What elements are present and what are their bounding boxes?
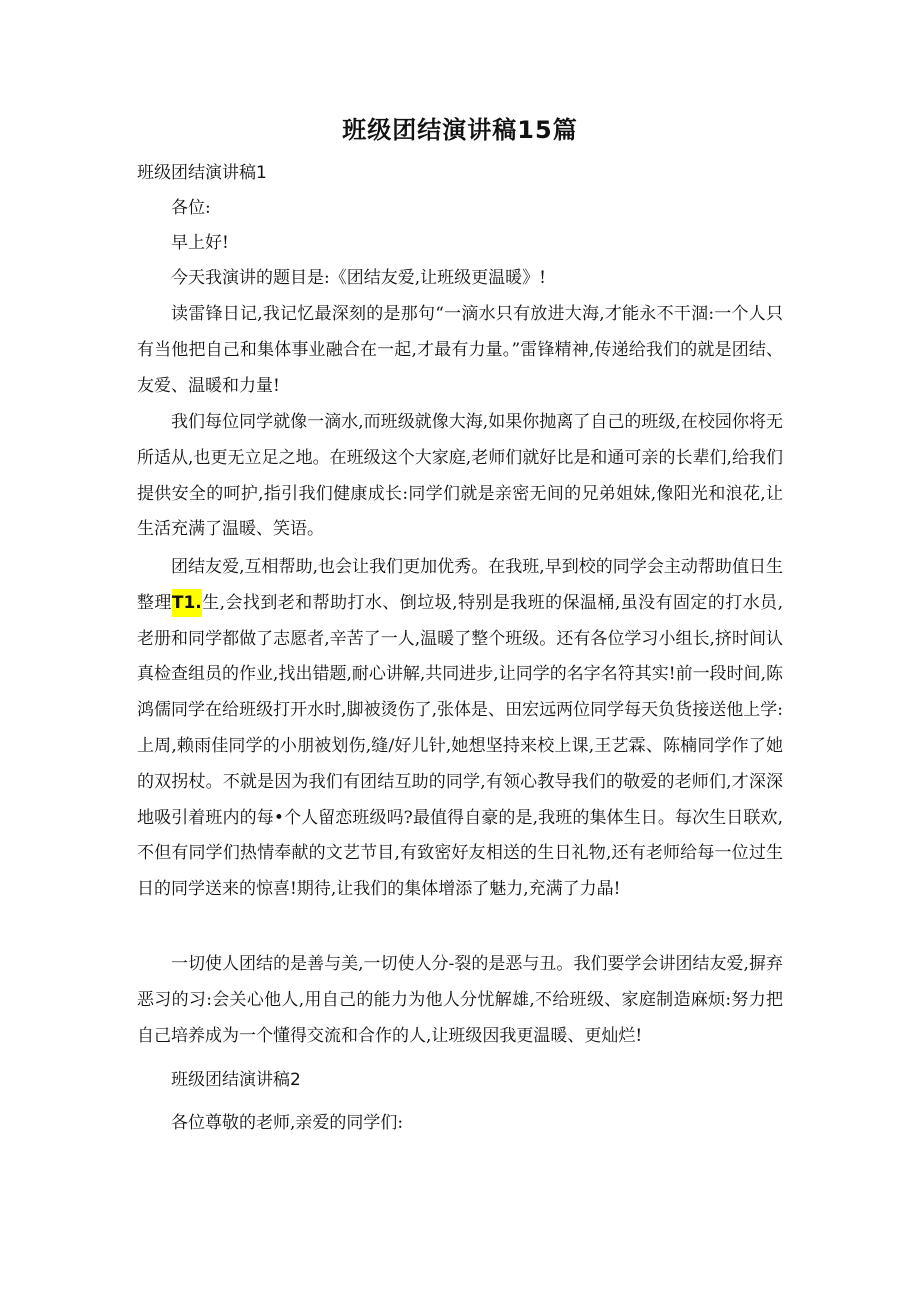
paragraph-3-text-before: 团结友爱,互相帮助,也会让我们更加优秀。在我班,早到校的同学会主动帮助值日生整理 xyxy=(137,557,783,613)
greeting: 早上好! xyxy=(171,233,229,253)
paragraph-1: 读雷锋日记,我记忆最深刻的是那句“一滴水只有放进大海,才能永不干涸:一个人只有当他把自己和集体事业融合在一起,才最有力量。”雷锋精神,传递给我们的就是团结、友爱、温暖和力量! xyxy=(137,304,783,396)
paragraph-2: 我们每位同学就像一滴水,而班级就像大海,如果你抛离了自己的班级,在校园你将无所适从,也更无立足之地。在班级这个大家庭,老师们就好比是和通可亲的长辈们,给我们提供安全的呵护,指引我们健康成长:同学们就是亲密无间的兄弟姐妹,像阳光和浪花,让生活充满了温暖、笑语。 xyxy=(137,412,783,540)
section-heading-1: 班级团结演讲稿1 xyxy=(137,163,267,183)
paragraph-3-text-after: 生,会找到老和帮助打水、倒垃圾,特别是我班的保温桶,虽没有固定的打水员,老册和同学都做了志愿者,辛苦了一人,温暖了整个班级。还有各位学习小组长,挤时间认真检查组员的作业,找出错题,耐心讲解,共同进步,让同学的名字名符其实!前一段时间,陈鸿儒同学在给班级打开水时,脚被烫伤了,张体是、田宏远两位同学每天负货接送他上学:上周,赖雨佳同学的小朋被划伤,缝/好儿针,她想坚持来校上课,王艺霖、陈楠同学作了她的双拐杖。不就是因为我们有团结互助的同学,有领心教导我们的敬爱的老师们,才深深地吸引着班内的每•个人留恋班级吗?最值得自豪的是,我班的集体生日。每次生日联欢,不但有同学们热情奉献的文艺节目,有致密好友相送的生日礼物,还有老师给每一位过生日的同学送来的惊喜!期待,让我们的集体增添了魅力,充满了力晶! xyxy=(137,592,783,900)
section-2-salutation: 各位尊敬的老师,亲爱的同学们: xyxy=(171,1113,404,1133)
highlighted-text: T1. xyxy=(172,589,202,617)
document-title: 班级团结演讲稿15篇 xyxy=(342,116,578,144)
paragraph-4: 一切使人团结的是善与美,一切使人分-裂的是恶与丑。我们要学会讲团结友爱,摒弃恶习的习:会关心他人,用自己的能力为他人分忧解雄,不给班级、家庭制造麻烦:努力把自己培养成为一个懂得交流和合作的人,让班级因我更温暖、更灿烂! xyxy=(137,954,783,1046)
salutation: 各位: xyxy=(171,198,211,218)
speech-topic: 今天我演讲的题目是:《团结友爱,让班级更温暖》! xyxy=(171,268,546,288)
paragraph-3 xyxy=(137,550,783,908)
section-heading-2: 班级团结演讲稿2 xyxy=(171,1070,301,1090)
